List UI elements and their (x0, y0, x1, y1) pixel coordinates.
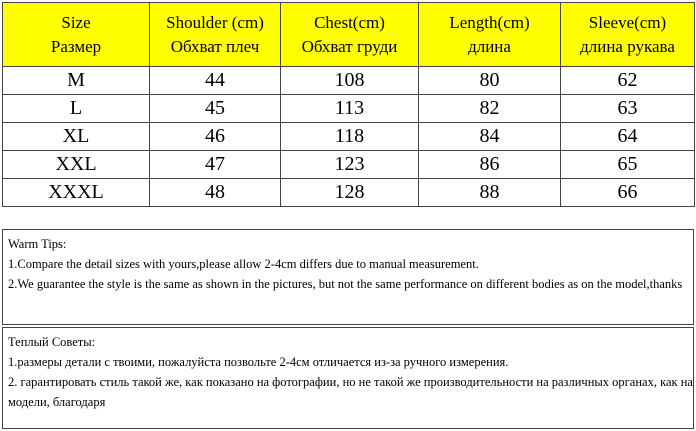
table-row (3, 123, 695, 151)
cell-length: 82 (419, 95, 561, 123)
header-sleeve: Sleeve(cm) длина рукава (561, 3, 695, 67)
header-shoulder: Shoulder (cm) Обхват плеч (150, 3, 281, 67)
cell-chest: 123 (281, 151, 419, 179)
cell-sleeve: 65 (561, 151, 695, 179)
cell-sleeve: 66 (561, 179, 695, 207)
tips-line-2: 2. гарантировать стиль такой же, как показано на фотографии, но не такой же производительности на различных органах, как на модели, благодаря (8, 375, 693, 409)
tips-title: Warm Tips: (8, 237, 67, 251)
tips-title: Теплый Советы: (8, 335, 96, 349)
cell-chest: 108 (281, 67, 419, 95)
cell-chest: 113 (281, 95, 419, 123)
size-chart-table (2, 2, 695, 207)
cell-length: 80 (419, 67, 561, 95)
cell-size: M (3, 67, 150, 95)
cell-size: L (3, 95, 150, 123)
table-row (3, 179, 695, 207)
table-row (3, 67, 695, 95)
cell-shoulder: 45 (150, 95, 281, 123)
tips-line-1: 1.Compare the detail sizes with yours,please allow 2-4cm differs due to manual measurement. (8, 257, 479, 271)
table-row (3, 95, 695, 123)
cell-length: 88 (419, 179, 561, 207)
warm-tips-english (2, 229, 694, 325)
cell-sleeve: 64 (561, 123, 695, 151)
tips-line-1: 1.размеры детали с твоими, пожалуйста позвольте 2-4см отличается из-за ручного измерения. (8, 355, 509, 369)
cell-shoulder: 46 (150, 123, 281, 151)
cell-chest: 128 (281, 179, 419, 207)
cell-shoulder: 47 (150, 151, 281, 179)
cell-chest: 118 (281, 123, 419, 151)
cell-shoulder: 44 (150, 67, 281, 95)
tips-line-2: 2.We guarantee the style is the same as shown in the pictures, but not the same performance on different bodies as on the model,thanks (8, 277, 683, 291)
header-chest: Chest(cm) Обхват груди (281, 3, 419, 67)
cell-sleeve: 63 (561, 95, 695, 123)
header-row (3, 3, 695, 67)
header-length: Length(cm) длина (419, 3, 561, 67)
warm-tips-russian (2, 327, 694, 429)
cell-length: 86 (419, 151, 561, 179)
cell-size: XXL (3, 151, 150, 179)
table-row (3, 151, 695, 179)
header-size: Size Размер (3, 3, 150, 67)
cell-length: 84 (419, 123, 561, 151)
cell-shoulder: 48 (150, 179, 281, 207)
cell-size: XXXL (3, 179, 150, 207)
cell-size: XL (3, 123, 150, 151)
cell-sleeve: 62 (561, 67, 695, 95)
